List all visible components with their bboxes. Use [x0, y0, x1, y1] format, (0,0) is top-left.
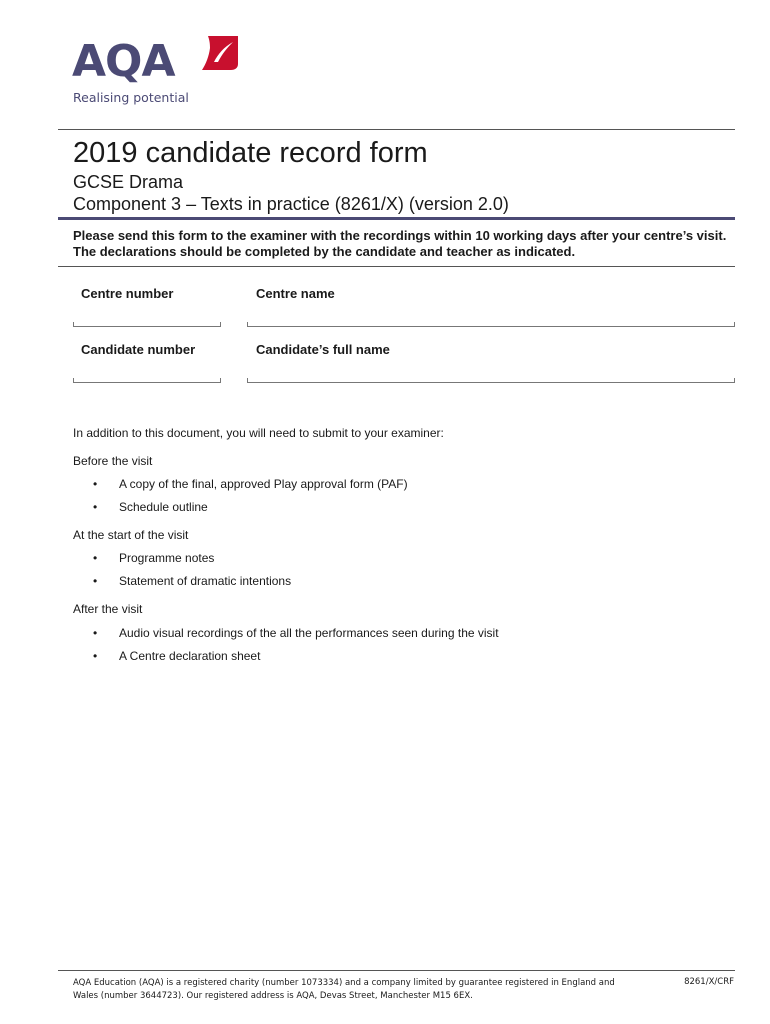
list-item [93, 477, 408, 491]
bullet-icon: • [93, 551, 98, 565]
section-heading-before-visit: Before the visit [73, 454, 153, 468]
list-item [93, 500, 208, 514]
list-item [93, 649, 260, 663]
list-item-text: A copy of the final, approved Play approval form (PAF) [119, 477, 408, 491]
bullet-icon: • [93, 500, 98, 514]
list-item-text: A Centre declaration sheet [119, 649, 261, 663]
section-heading-after-visit: After the visit [73, 602, 143, 616]
logo-tagline: Realising potential [73, 90, 189, 105]
title-divider [58, 217, 735, 220]
candidate-number-label: Candidate number [81, 342, 196, 357]
bullet-icon: • [93, 626, 98, 640]
page-title: 2019 candidate record form [73, 137, 428, 169]
centre-name-field[interactable] [247, 322, 735, 327]
centre-name-label: Centre name [256, 286, 335, 301]
footer-legal-text: AQA Education (AQA) is a registered charity (number 1073334) and a company limited by guarantee registered in England and Wales (number 3644723). Our registered address is AQA, Devas Street, Manchester M15 6EX. [73, 978, 615, 1001]
footer-divider [58, 970, 735, 971]
subtitle-component: Component 3 – Texts in practice (8261/X) (version 2.0) [73, 194, 509, 214]
list-item [93, 626, 499, 640]
centre-number-field[interactable] [73, 322, 221, 327]
footer-reference: 8261/X/CRF [684, 977, 734, 987]
logo-wordmark: AQA [72, 36, 175, 87]
candidate-name-label: Candidate’s full name [256, 342, 390, 357]
instructions-divider [58, 266, 735, 267]
logo-flag-icon [200, 34, 240, 72]
centre-number-label: Centre number [81, 286, 174, 301]
instructions: Please send this form to the examiner with the recordings within 10 working days after your centre’s visit. The declarations should be completed by the candidate and teacher as indicated. [73, 228, 727, 259]
candidate-name-field[interactable] [247, 378, 735, 383]
list-item-text: Programme notes [119, 551, 215, 565]
header-divider [58, 129, 735, 130]
list-item [93, 551, 214, 565]
intro-text: In addition to this document, you will need to submit to your examiner: [73, 426, 444, 440]
list-item [93, 574, 291, 588]
list-item-text: Schedule outline [119, 500, 208, 514]
list-item-text: Audio visual recordings of the all the performances seen during the visit [119, 626, 499, 640]
list-item-text: Statement of dramatic intentions [119, 574, 292, 588]
bullet-icon: • [93, 649, 98, 663]
section-heading-start-of-visit: At the start of the visit [73, 528, 189, 542]
candidate-number-field[interactable] [73, 378, 221, 383]
bullet-icon: • [93, 477, 98, 491]
aqa-logo [72, 34, 252, 108]
subtitle-qualification: GCSE Drama [73, 172, 184, 192]
bullet-icon: • [93, 574, 98, 588]
